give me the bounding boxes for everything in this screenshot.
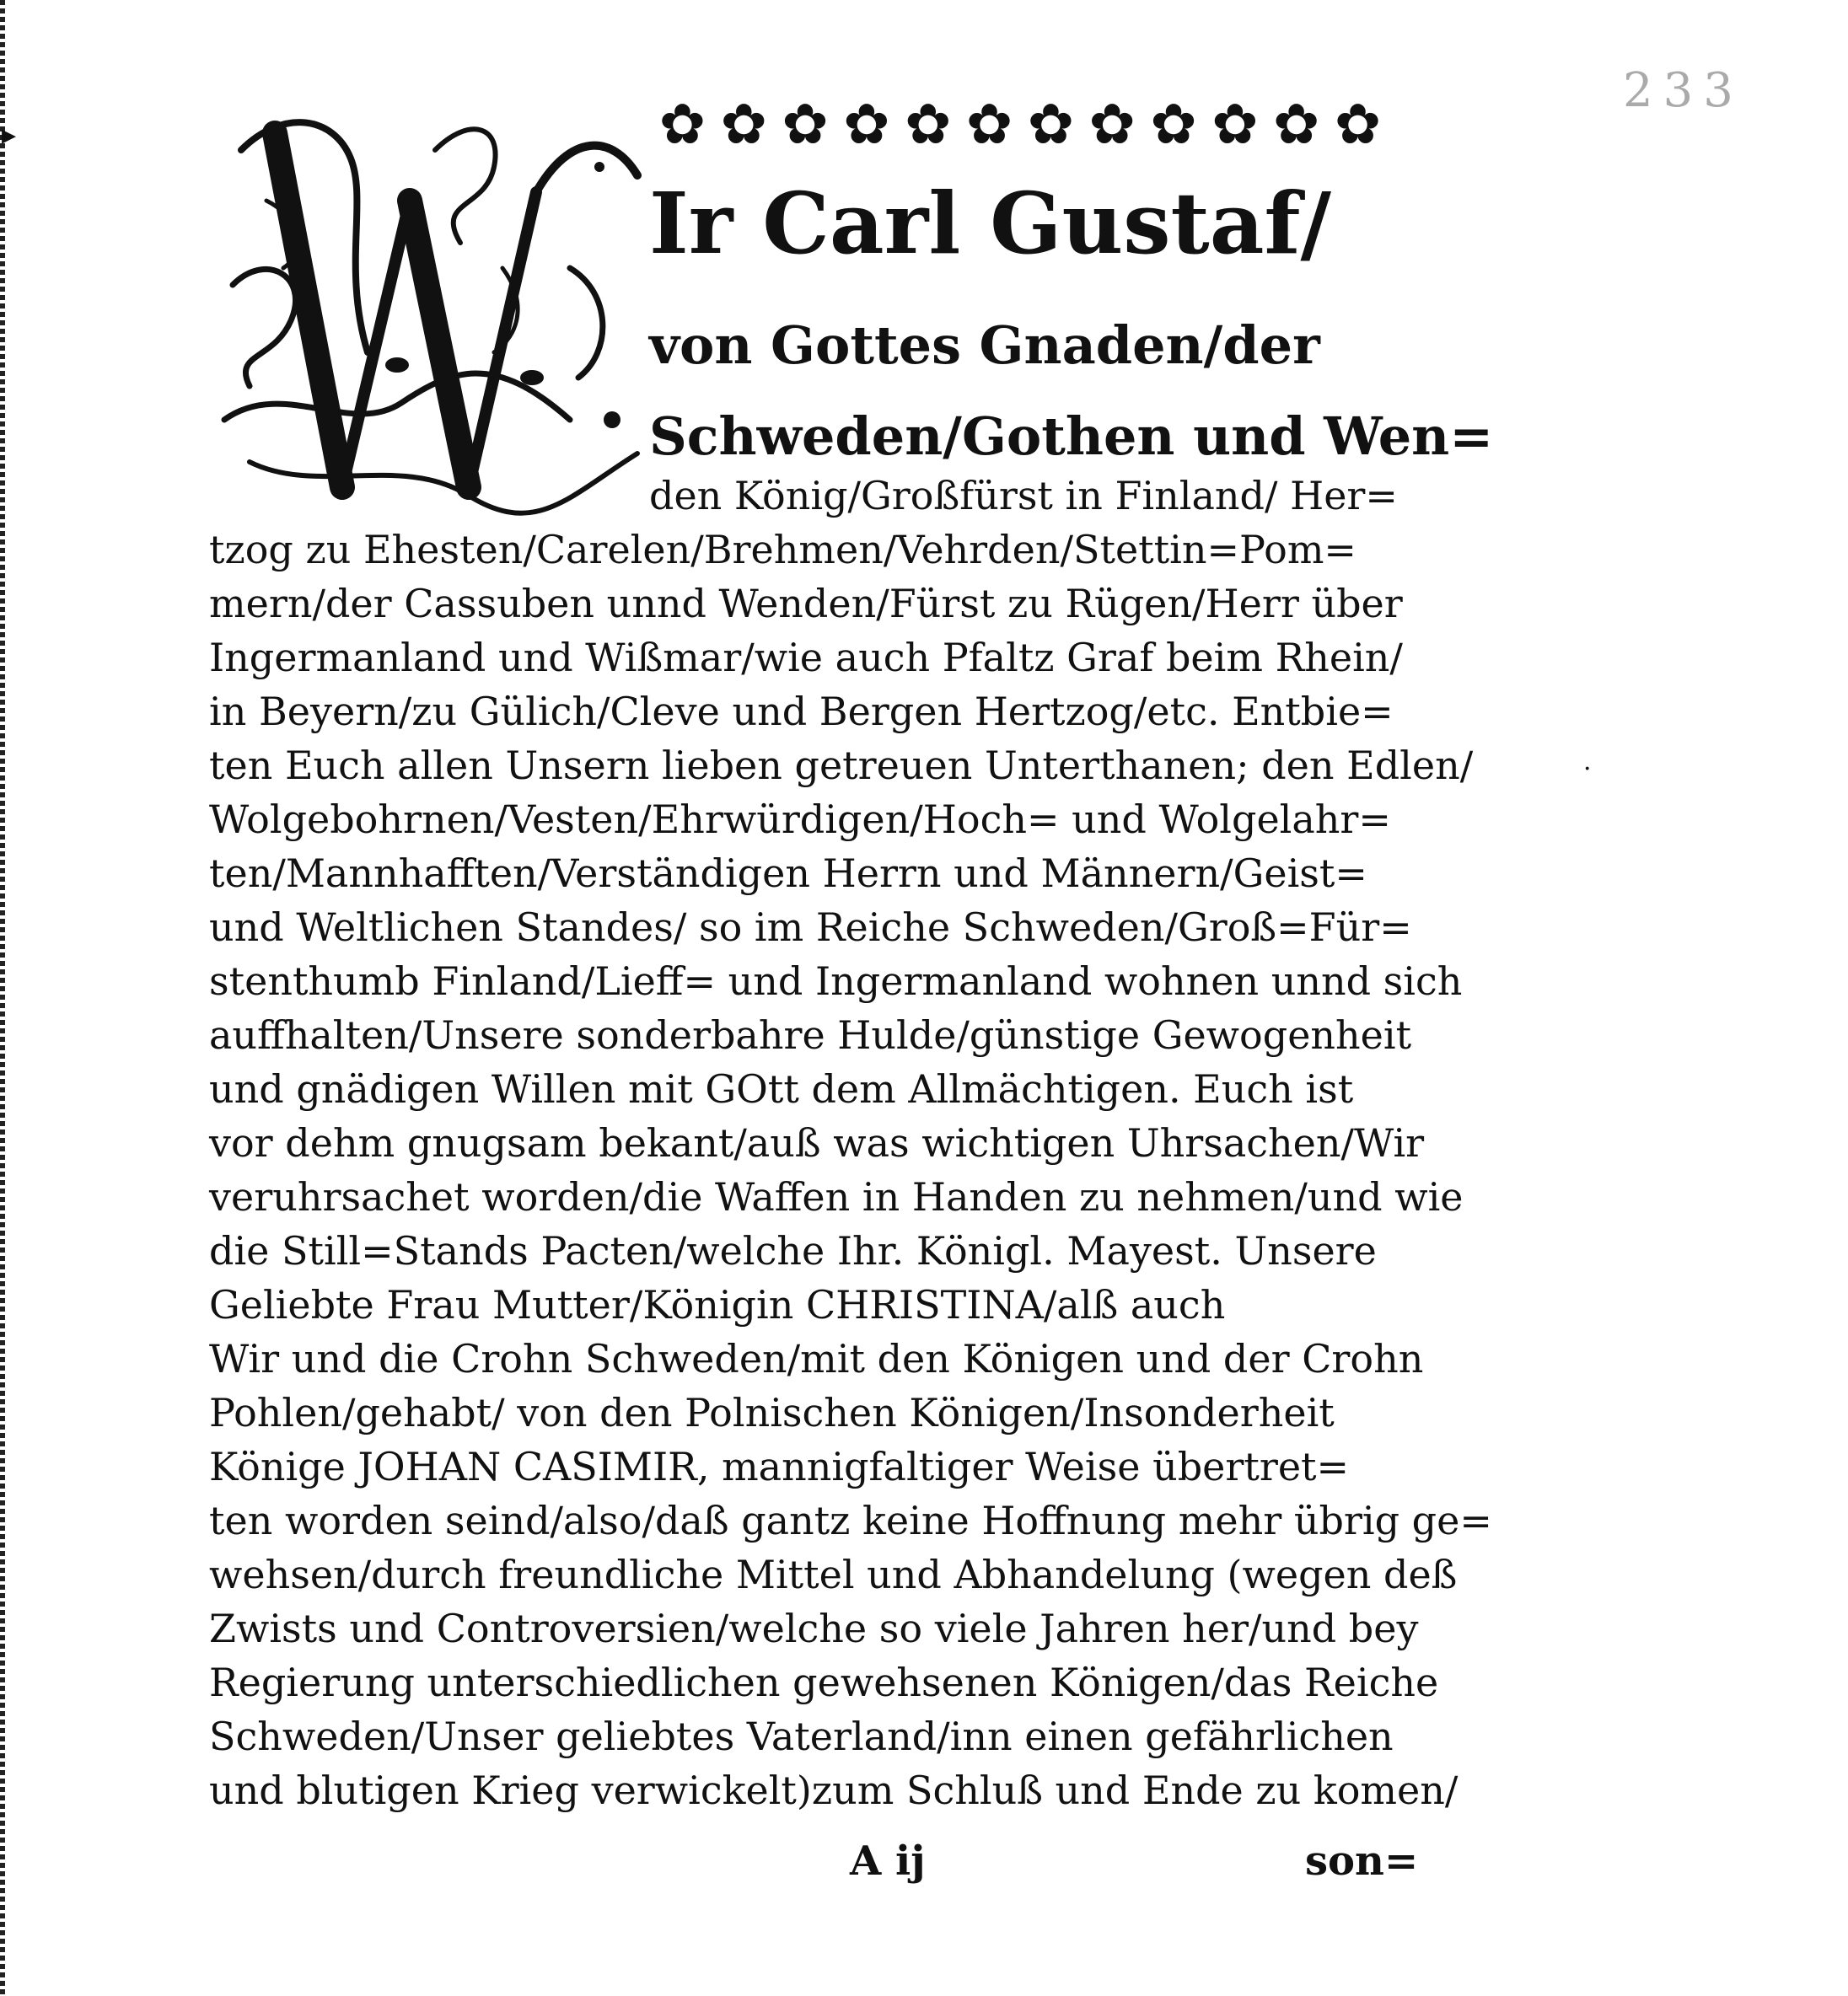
text-line: wehsen/durch freundliche Mittel und Abhandelung (wegen deß [209,1552,1458,1597]
text-line: und Weltlichen Standes/ so im Reiche Schweden/Groß=Für= [209,904,1412,950]
ornament-icon: ✿ [1211,92,1259,157]
ornament-icon: ✿ [720,92,767,157]
text-line: auffhalten/Unsere sonderbahre Hulde/günstige Gewogenheit [209,1012,1412,1058]
ornament-icon: ✿ [1334,92,1382,157]
text-line: Geliebte Frau Mutter/Königin CHRISTINA/alß auch [209,1282,1226,1328]
ornament-icon: ✿ [658,92,706,157]
ornament-icon: ✿ [905,92,952,157]
text-line: und gnädigen Willen mit GOtt dem Allmächtigen. Euch ist [209,1066,1354,1112]
signature-mark: A ij [850,1838,926,1885]
text-line: und blutigen Krieg verwickelt)zum Schluß und Ende zu komen/ [209,1768,1459,1813]
text-line: stenthumb Finland/Lieff= und Ingermanland wohnen unnd sich [209,958,1463,1004]
text-line: tzog zu Ehesten/Carelen/Brehmen/Vehrden/Stettin=Pom= [209,527,1356,572]
catchword: son= [1305,1838,1419,1885]
ornament-icon: ✿ [1088,92,1136,157]
text-line: mern/der Cassuben unnd Wenden/Fürst zu Rügen/Herr über [209,581,1403,626]
left-page-border [0,0,5,1996]
stray-mark: · [1583,754,1592,784]
page-footer [209,1838,1419,1897]
text-line: von Gottes Gnaden/der [649,314,1320,376]
text-line: Wolgebohrnen/Vesten/Ehrwürdigen/Hoch= und Wolgelahr= [209,797,1391,842]
text-line: Schweden/Unser geliebtes Vaterland/inn einen gefährlichen [209,1714,1394,1759]
folio-number: 233 [1623,63,1743,118]
text-line: ten Euch allen Unsern lieben getreuen Unterthanen; den Edlen/ [209,743,1474,788]
text-line: ten worden seind/also/daß gantz keine Hoffnung mehr übrig ge= [209,1498,1492,1543]
text-line: Schweden/Gothen und Wen= [649,405,1494,467]
ornament-icon: ✿ [843,92,890,157]
ornament-icon: ✿ [1273,92,1320,157]
text-line: in Beyern/zu Gülich/Cleve und Bergen Hertzog/etc. Entbie= [209,689,1394,734]
text-line: den König/Großfürst in Finland/ Her= [649,473,1398,518]
ornament-icon: ✿ [1150,92,1197,157]
title-line: Ir Carl Gustaf/ [649,174,1332,273]
ornament-icon: ✿ [1027,92,1075,157]
ornament-row [658,84,1383,165]
text-line: Zwists und Controversien/welche so viele Jahren her/und bey [209,1606,1419,1651]
margin-mark: ▸ [2,118,17,152]
text-line: vor dehm gnugsam bekant/auß was wichtigen Uhrsachen/Wir [209,1120,1425,1166]
text-line: Regierung unterschiedlichen gewehsenen Königen/das Reiche [209,1660,1439,1705]
text-line: Ingermanland und Wißmar/wie auch Pfaltz Graf beim Rhein/ [209,635,1403,680]
text-line: Wir und die Crohn Schweden/mit den Königen und der Crohn [209,1336,1424,1382]
text-line: Pohlen/gehabt/ von den Polnischen Königen/Insonderheit [209,1390,1335,1435]
text-line: ten/Mannhafften/Verständigen Herrn und Männern/Geist= [209,850,1367,896]
text-line: die Still=Stands Pacten/welche Ihr. Königl. Mayest. Unsere [209,1228,1377,1274]
ornament-icon: ✿ [782,92,829,157]
ornament-icon: ✿ [965,92,1013,157]
text-line: Könige JOHAN CASIMIR, mannigfaltiger Weise übertret= [209,1444,1350,1489]
text-line: veruhrsachet worden/die Waffen in Handen zu nehmen/und wie [209,1174,1464,1220]
decorated-initial-w [216,99,654,521]
